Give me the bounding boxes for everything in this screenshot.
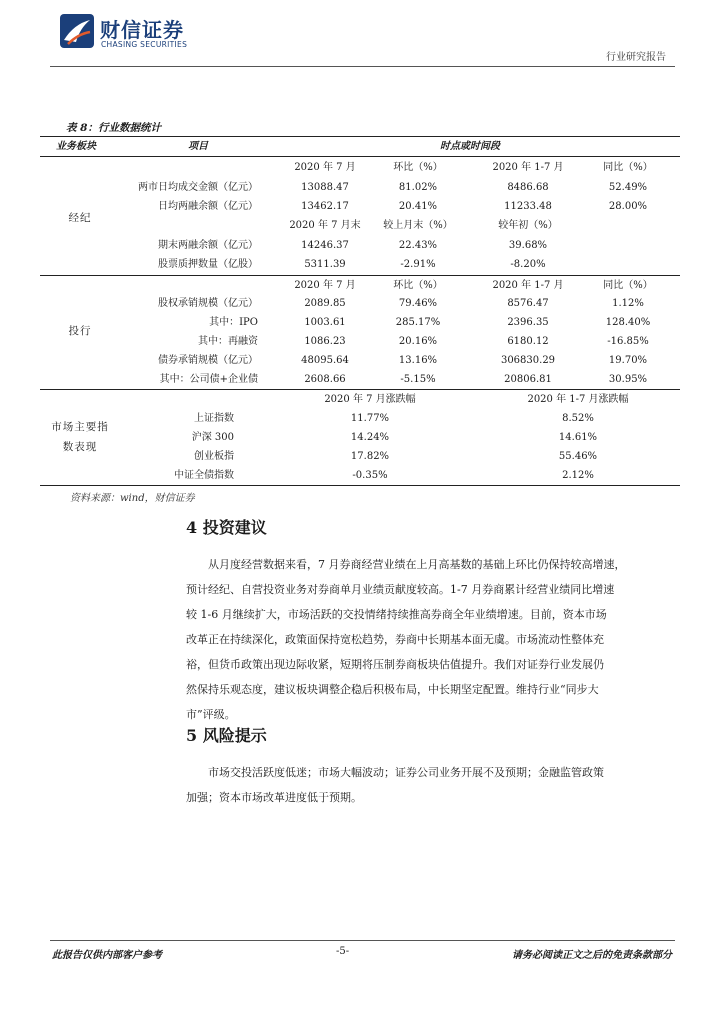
ib-row4-item: 债券承销规模（亿元） bbox=[158, 355, 258, 366]
report-type-label: 行业研究报告 bbox=[606, 52, 666, 63]
market-row3-item: 创业板指 bbox=[194, 451, 234, 462]
table-source-note: 资料来源：wind，财信证券 bbox=[70, 493, 195, 504]
brokerage-hdr2-col1: 2020 年 7 月末 bbox=[289, 220, 361, 231]
market-row1-v2: 8.52% bbox=[562, 413, 594, 424]
ib-row2-v3: 2396.35 bbox=[507, 317, 549, 328]
paragraph-line: 市场交投活跃度低迷；市场大幅波动；证券公司业务开展不及预期；金融监管政策 bbox=[208, 766, 604, 779]
brokerage-row2-v1: 13462.17 bbox=[301, 201, 349, 212]
ib-row2-v2: 285.17% bbox=[395, 317, 441, 328]
ib-row5-v2: -5.15% bbox=[400, 374, 436, 385]
market-row4-v1: -0.35% bbox=[352, 470, 388, 481]
group-label-market-line2: 数表现 bbox=[62, 441, 98, 453]
market-row3-v1: 17.82% bbox=[350, 451, 390, 462]
ib-hdr-col2: 环比（%） bbox=[393, 280, 443, 291]
ib-row5-v4: 30.95% bbox=[608, 374, 648, 385]
paragraph-line: 较 1-6 月继续扩大，市场活跃的交投情绪持续推高券商全年业绩增速。目前，资本市场 bbox=[186, 608, 607, 621]
col-header-sector: 业务板块 bbox=[56, 141, 96, 152]
col-header-item: 项目 bbox=[188, 141, 208, 152]
market-row2-v2: 14.61% bbox=[558, 432, 598, 443]
ib-row3-v3: 6180.12 bbox=[507, 336, 549, 347]
brokerage-row2-item: 日均两融余额（亿元） bbox=[158, 201, 258, 212]
section-title-risk-warning: 5 风险提示 bbox=[186, 726, 267, 745]
ib-row3-v1: 1086.23 bbox=[304, 336, 346, 347]
brokerage-row4-v1: 5311.39 bbox=[304, 259, 346, 270]
ib-row3-v2: 20.16% bbox=[398, 336, 438, 347]
brokerage-row3-item: 期末两融余额（亿元） bbox=[158, 240, 258, 251]
group-label-brokerage: 经纪 bbox=[68, 212, 92, 224]
paragraph-line: 预计经纪、自营投资业务对券商单月业绩贡献度较高。1-7 月券商累计经营业绩同比增速 bbox=[186, 583, 615, 596]
brokerage-hdr1-col3: 2020 年 1-7 月 bbox=[492, 162, 564, 173]
paragraph-risk-warning bbox=[186, 760, 672, 810]
chasing-securities-logo-icon bbox=[60, 14, 94, 48]
market-row2-item: 沪深 300 bbox=[191, 432, 234, 443]
ib-hdr-col1: 2020 年 7 月 bbox=[294, 280, 356, 291]
brokerage-row1-v2: 81.02% bbox=[398, 182, 438, 193]
paragraph-line: 裕，但货币政策出现边际收紧，短期将压制券商板块估值提升。我们对证券行业发展仍 bbox=[186, 658, 604, 671]
paragraph-line: 然保持乐观态度，建议板块调整企稳后积极布局，中长期坚定配置。维持行业“同步大 bbox=[186, 683, 599, 696]
market-row1-item: 上证指数 bbox=[194, 413, 234, 424]
group-divider-brokerage bbox=[40, 275, 680, 276]
ib-row3-item: 其中：再融资 bbox=[198, 336, 258, 347]
footer-disclaimer-note: 请务必阅读正文之后的免责条款部分 bbox=[512, 950, 672, 961]
brokerage-row3-v1: 14246.37 bbox=[301, 240, 349, 251]
paragraph-line: 改革正在持续深化，政策面保持宽松趋势，券商中长期基本面无虞。市场流动性整体充 bbox=[186, 633, 604, 646]
brokerage-row3-v2: 22.43% bbox=[398, 240, 438, 251]
ib-row2-v4: 128.40% bbox=[605, 317, 651, 328]
group-label-ib: 投行 bbox=[68, 325, 92, 337]
ib-row1-v1: 2089.85 bbox=[304, 298, 346, 309]
table-bottom-rule bbox=[40, 485, 680, 486]
brokerage-row4-v3: -8.20% bbox=[510, 259, 546, 270]
brokerage-hdr1-col1: 2020 年 7 月 bbox=[294, 162, 356, 173]
brokerage-row1-v4: 52.49% bbox=[608, 182, 648, 193]
market-hdr-col1: 2020 年 7 月涨跌幅 bbox=[324, 394, 416, 405]
market-row1-v1: 11.77% bbox=[350, 413, 390, 424]
ib-row3-v4: -16.85% bbox=[607, 336, 649, 347]
brand-name-cn: 财信证券 bbox=[100, 18, 184, 42]
footer-internal-note: 此报告仅供内部客户参考 bbox=[52, 950, 162, 961]
brokerage-row3-v3: 39.68% bbox=[508, 240, 548, 251]
ib-row1-v3: 8576.47 bbox=[507, 298, 549, 309]
brand-name-en: CHASING SECURITIES bbox=[101, 40, 188, 49]
brokerage-row1-v3: 8486.68 bbox=[507, 182, 549, 193]
market-row4-v2: 2.12% bbox=[562, 470, 594, 481]
brokerage-row2-v2: 20.41% bbox=[398, 201, 438, 212]
ib-row2-item: 其中：IPO bbox=[209, 317, 258, 328]
brokerage-row2-v4: 28.00% bbox=[608, 201, 648, 212]
brokerage-hdr1-col4: 同比（%） bbox=[603, 162, 653, 173]
ib-row1-item: 股权承销规模（亿元） bbox=[158, 298, 258, 309]
market-row2-v1: 14.24% bbox=[350, 432, 390, 443]
ib-row1-v2: 79.46% bbox=[398, 298, 438, 309]
brokerage-row4-item: 股票质押数量（亿股） bbox=[158, 259, 258, 270]
ib-row5-item: 其中：公司债+企业债 bbox=[159, 374, 258, 385]
brokerage-hdr2-col2: 较上月末（%） bbox=[383, 220, 453, 231]
market-row4-item: 中证全债指数 bbox=[174, 470, 234, 481]
group-label-market-line1: 市场主要指 bbox=[51, 421, 109, 433]
footer-page-number: -5- bbox=[336, 946, 350, 957]
header-divider bbox=[50, 66, 675, 67]
brokerage-hdr2-col3: 较年初（%） bbox=[498, 220, 558, 231]
table-title: 表 8：行业数据统计 bbox=[66, 122, 161, 134]
ib-row4-v3: 306830.29 bbox=[500, 355, 556, 366]
paragraph-investment-advice bbox=[186, 552, 672, 727]
ib-row4-v1: 48095.64 bbox=[301, 355, 349, 366]
ib-row4-v4: 19.70% bbox=[608, 355, 648, 366]
brokerage-row1-item: 两市日均成交金额（亿元） bbox=[138, 182, 258, 193]
ib-row5-v1: 2608.66 bbox=[304, 374, 346, 385]
paragraph-line: 市”评级。 bbox=[186, 708, 236, 721]
market-row3-v2: 55.46% bbox=[558, 451, 598, 462]
section-title-investment-advice: 4 投资建议 bbox=[186, 518, 267, 537]
col-header-period: 时点或时间段 bbox=[440, 141, 500, 152]
footer-divider bbox=[50, 940, 675, 941]
paragraph-line: 加强；资本市场改革进度低于预期。 bbox=[186, 791, 362, 804]
brokerage-row4-v2: -2.91% bbox=[400, 259, 436, 270]
brokerage-hdr1-col2: 环比（%） bbox=[393, 162, 443, 173]
group-divider-ib bbox=[40, 389, 680, 390]
brokerage-row2-v3: 11233.48 bbox=[504, 201, 552, 212]
ib-row1-v4: 1.12% bbox=[612, 298, 644, 309]
ib-row5-v3: 20806.81 bbox=[504, 374, 552, 385]
market-hdr-col2: 2020 年 1-7 月涨跌幅 bbox=[527, 394, 629, 405]
paragraph-line: 从月度经营数据来看，7 月券商经营业绩在上月高基数的基础上环比仍保持较高增速， bbox=[208, 558, 626, 571]
ib-hdr-col3: 2020 年 1-7 月 bbox=[492, 280, 564, 291]
table-header-rule bbox=[40, 156, 680, 157]
table-top-rule bbox=[40, 136, 680, 137]
ib-row2-v1: 1003.61 bbox=[304, 317, 346, 328]
brokerage-row1-v1: 13088.47 bbox=[301, 182, 349, 193]
ib-hdr-col4: 同比（%） bbox=[603, 280, 653, 291]
ib-row4-v2: 13.16% bbox=[398, 355, 438, 366]
